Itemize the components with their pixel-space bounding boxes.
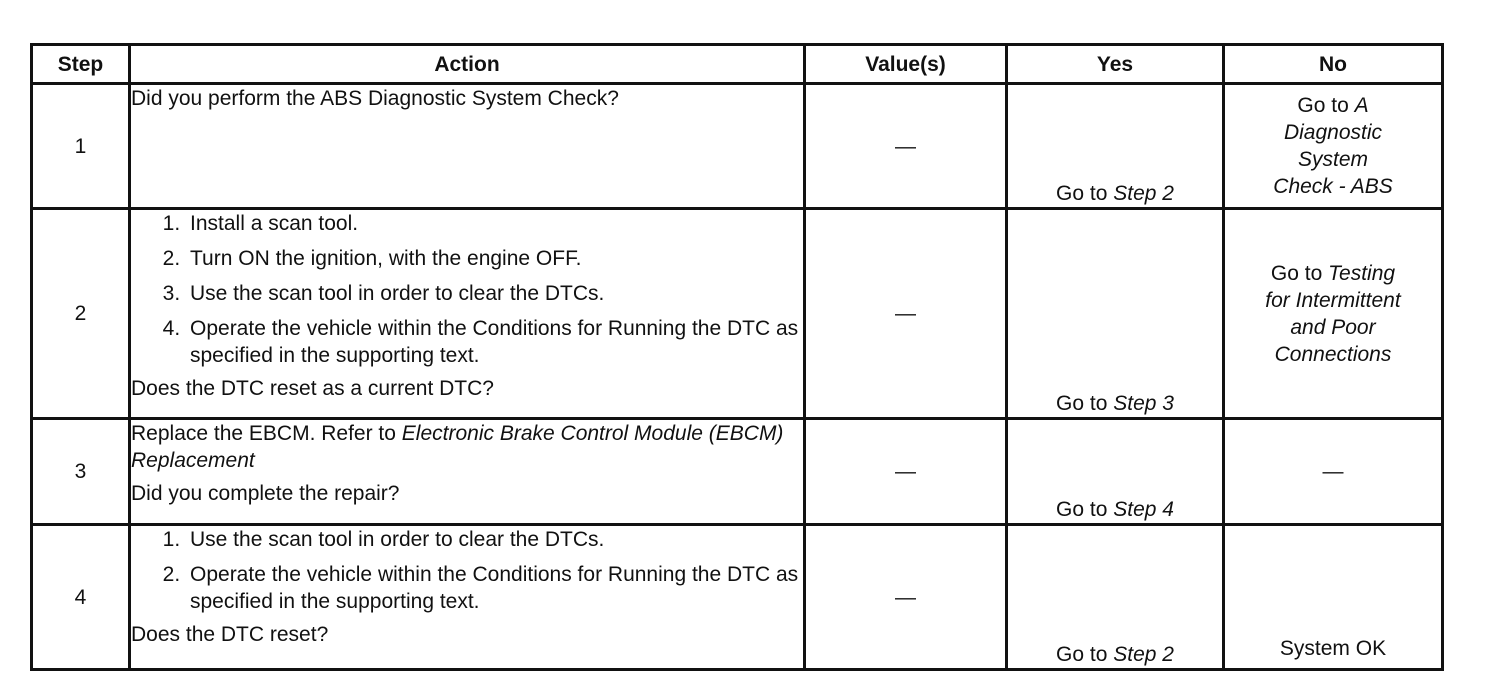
instruction-reference: Electronic Brake Control Module (EBCM) Replacement [131,422,784,472]
step-number: 3 [32,419,130,525]
yes-prefix: Go to [1056,643,1114,666]
yes-step-link: Step 2 [1113,643,1174,666]
no-target-line4: Connections [1274,342,1392,366]
action-cell [130,525,805,670]
substep-item: 2. Turn ON the ignition, with the engine OFF. [186,245,803,272]
substep-list [131,210,803,369]
yes-cell [1007,525,1224,670]
action-question: Did you complete the repair? [131,482,400,505]
action-instruction [131,420,803,474]
substep-item: 3. Use the scan tool in order to clear the DTCs. [186,280,803,307]
no-prefix: Go to [1270,261,1329,285]
yes-step-link: Step 4 [1113,498,1174,521]
substep-item: 4. Operate the vehicle within the Conditions for Running the DTC as specified in the supporting text. [186,315,803,369]
yes-prefix: Go to [1056,182,1114,205]
yes-cell [1007,209,1224,419]
diagnostic-table [30,43,1444,671]
substep-item: 1. Install a scan tool. [186,210,803,237]
action-cell [130,209,805,419]
value-cell: — [805,419,1007,525]
no-cell [1224,84,1443,209]
instruction-prefix: Replace the EBCM. Refer to [131,422,402,445]
yes-step-link: Step 2 [1113,182,1174,205]
yes-cell [1007,419,1224,525]
header-yes: Yes [1007,45,1224,84]
table-row [32,419,1443,525]
no-target-line4: Check - ABS [1273,175,1393,198]
header-values: Value(s) [805,45,1007,84]
table-row [32,525,1443,670]
step-number: 1 [32,84,130,209]
table-row [32,84,1443,209]
step-number: 2 [32,209,130,419]
header-step: Step [32,45,130,84]
action-question: Does the DTC reset? [131,623,329,646]
substep-item: 1. Use the scan tool in order to clear the DTCs. [186,526,803,553]
yes-step-link: Step 3 [1113,392,1174,415]
value-cell: — [805,84,1007,209]
no-target-line1: Testing [1328,261,1396,285]
no-cell [1224,209,1443,419]
step-number: 4 [32,525,130,670]
header-no: No [1224,45,1443,84]
action-cell [130,419,805,525]
header-row [32,45,1443,84]
no-target-line2: for Intermittent [1265,288,1401,312]
yes-prefix: Go to [1056,498,1114,521]
header-action: Action [130,45,805,84]
action-question: Does the DTC reset as a current DTC? [131,377,494,400]
table-row [32,209,1443,419]
no-prefix: Go to [1297,94,1355,117]
no-target-line1: A [1354,94,1369,117]
no-target-line3: System [1297,148,1368,171]
value-cell: — [805,525,1007,670]
no-cell: — [1224,419,1443,525]
action-cell [130,84,805,209]
substep-list [131,526,803,615]
yes-cell [1007,84,1224,209]
action-question: Did you perform the ABS Diagnostic System Check? [131,87,619,110]
no-target-line3: and Poor [1290,315,1376,339]
substep-item: 2. Operate the vehicle within the Conditions for Running the DTC as specified in the supporting text. [186,561,803,615]
no-target-line2: Diagnostic [1283,121,1383,144]
value-cell: — [805,209,1007,419]
yes-prefix: Go to [1056,392,1114,415]
no-cell: System OK [1224,525,1443,670]
